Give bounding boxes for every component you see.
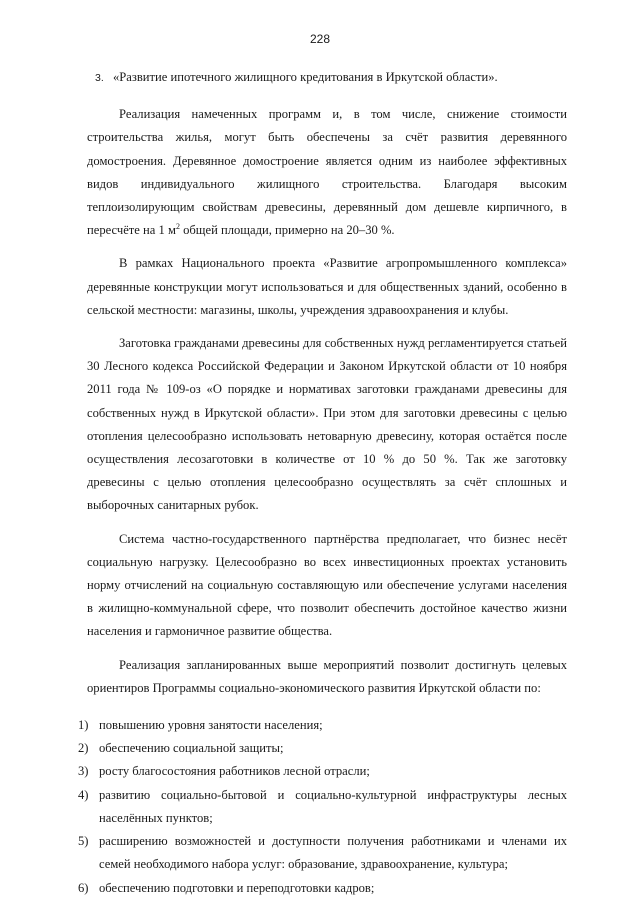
paragraph-1-text: Реализация намеченных программ и, в том числе, снижение стоимости строительства жилья, могут быть обеспечены за счёт развития деревянного домостроения. Деревянное домостроение является одним из наиболее эффективных видов индивидуального жилищного строительства. Благодаря высоким теплоизолирующим свойствам древесины, деревянный дом дешевле кирпичного, в пересчёте на 1 м — [87, 107, 567, 238]
list-item-text: расширению возможностей и доступности получения работниками и членами их семей необходимого набора услуг: образование, здравоохранение, культура; — [99, 834, 567, 872]
list-item-text: обеспечению подготовки и переподготовки кадров; — [99, 880, 375, 895]
section-heading-text: «Развитие ипотечного жилищного кредитования в Иркутской области». — [113, 70, 498, 84]
list-item-text: росту благосостояния работников лесной отрасли; — [99, 764, 370, 779]
list-item — [78, 830, 567, 876]
page-content — [78, 66, 567, 900]
list-marker: 5) — [78, 834, 89, 849]
paragraph-3: Заготовка гражданами древесины для собственных нужд регламентируется статьей 30 Лесного кодекса Российской Федерации и Законом Иркутской области от 10 ноября 2011 года № 109-оз «О порядке и нормативах заготовки гражданами древесины для собственных нужд в Иркутской области». При этом для заготовки древесины с целью отопления целесообразно использовать нетоварную древесину, которая остаётся после осуществления лесозаготовки в количестве от 10 % до 50 %. Так же заготовку древесины с целью отопления целесообразно осуществлять за счёт сплошных и выборочных санитарных рубок. — [87, 336, 567, 513]
paragraph-1-tail: общей площади, примерно на 20–30 %. — [179, 223, 395, 238]
list-marker: 4) — [78, 787, 89, 802]
list-item-text: развитию социально-бытовой и социально-культурной инфраструктуры лесных населённых пунктов; — [99, 787, 567, 825]
list-marker: 3) — [78, 764, 89, 779]
superscript-2: 2 — [175, 222, 180, 232]
list-item-text: обеспечению социальной защиты; — [99, 741, 284, 756]
paragraph-1 — [87, 103, 567, 242]
list-marker: 2) — [78, 741, 89, 756]
page-number: 228 — [309, 32, 331, 46]
list-marker: 6) — [78, 880, 89, 895]
list-item — [78, 760, 567, 783]
section-heading-number: 3. — [95, 72, 104, 84]
list-item — [78, 877, 567, 900]
paragraph-2: В рамках Национального проекта «Развитие агропромышленного комплекса» деревянные конструкции могут использоваться и для общественных зданий, особенно в сельской местности: магазины, школы, учреждения здравоохранения и клубы. — [87, 256, 567, 317]
paragraph-5: Реализация запланированных выше мероприятий позволит достигнуть целевых ориентиров Программы социально-экономического развития Иркутской области по: — [87, 657, 567, 695]
paragraph-4: Система частно-государственного партнёрства предполагает, что бизнес несёт социальную нагрузку. Целесообразно во всех инвестиционных проектах установить норму отчислений на социальную составляющую или обеспечение услугами населения в жилищно-коммунальной сфере, что позволит обеспечить достойное качество жизни населения и гармоничное развитие общества. — [87, 531, 567, 639]
section-heading — [87, 66, 567, 90]
list-item — [78, 737, 567, 760]
targets-list — [78, 714, 567, 900]
list-item-text: повышению уровня занятости населения; — [99, 718, 323, 733]
list-marker: 1) — [78, 718, 89, 733]
list-item — [78, 714, 567, 737]
list-item — [78, 784, 567, 830]
